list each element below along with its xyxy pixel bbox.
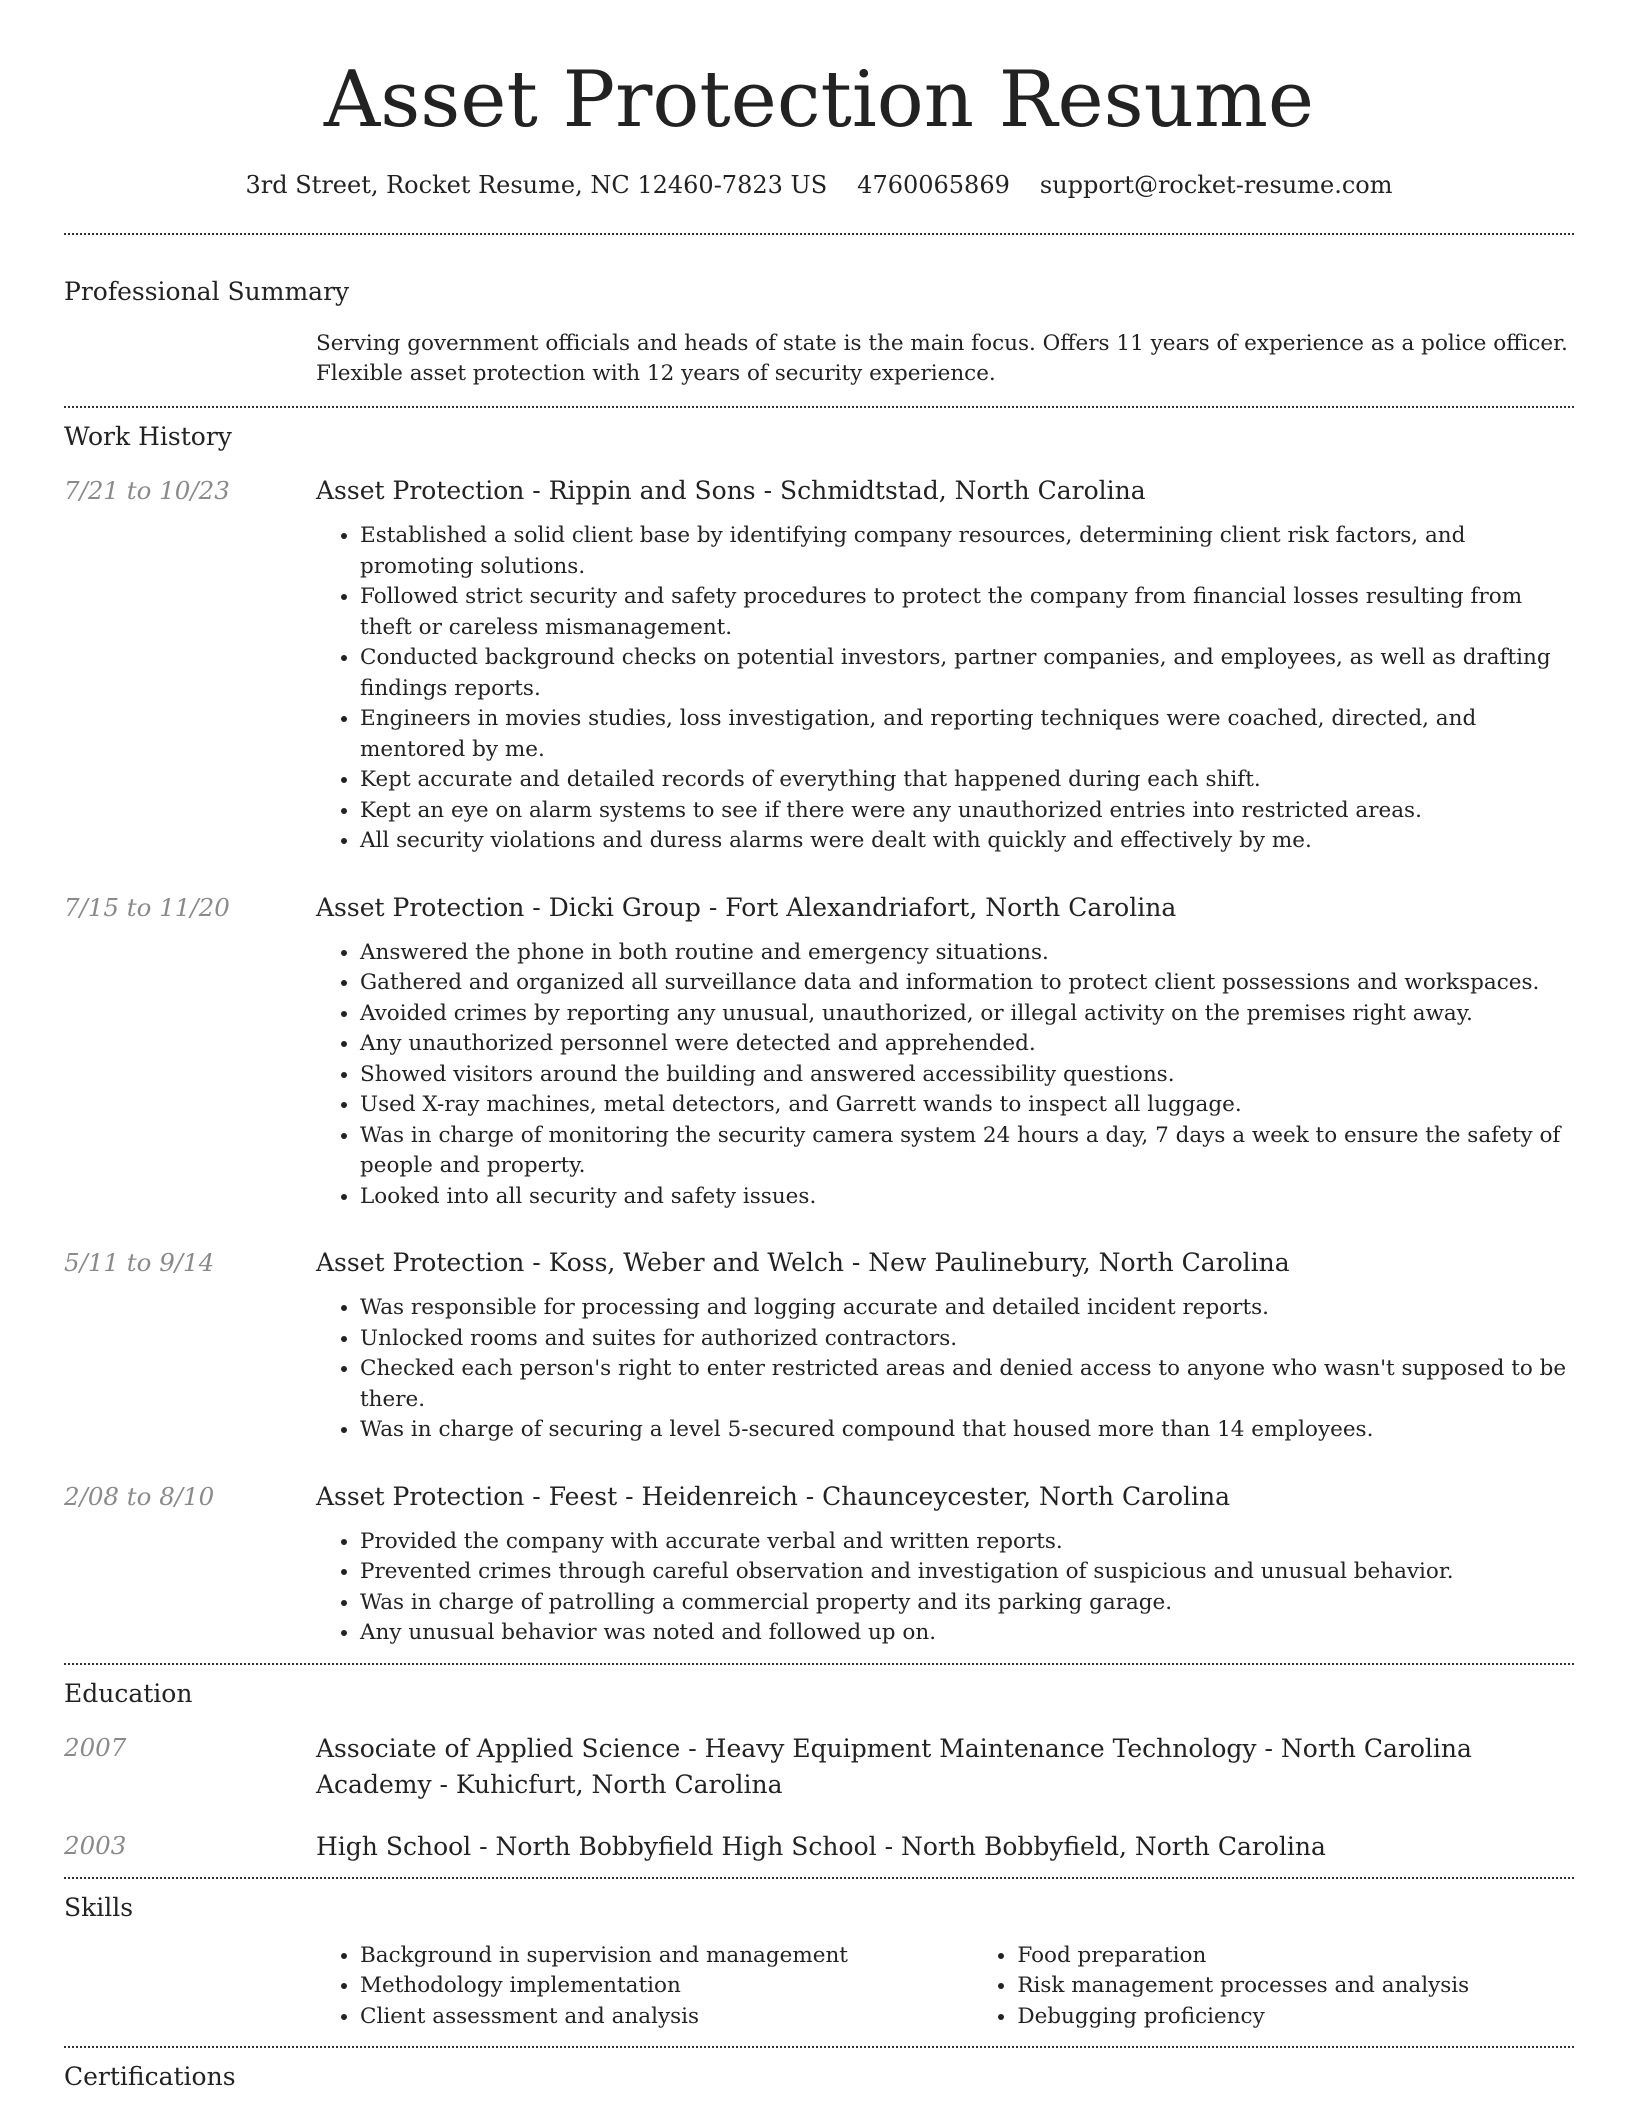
summary-text: Serving government officials and heads of state is the main focus. Offers 11 years of experience as a police officer. Flexible asset protection with 12 years of security experience. (316, 331, 1568, 386)
work-entry-date: 7/15 to 11/20 (64, 892, 230, 922)
work-entry (64, 474, 1574, 857)
contact-phone: 4760065869 (857, 171, 1010, 199)
contact-line (64, 168, 1574, 202)
work-entry-bullets (316, 938, 1574, 1213)
work-entry (64, 1480, 1574, 1649)
work-entry-title: Asset Protection - Dicki Group - Fort Alexandriafort, North Carolina (316, 892, 1177, 922)
divider (64, 1663, 1574, 1665)
education-entry-date: 2007 (64, 1732, 127, 1762)
resume-name: Asset Protection Resume (323, 55, 1315, 145)
list-item: • Engineers in movies studies, loss investigation, and reporting techniques were coached, directed, and mentored by me. (360, 704, 1574, 765)
list-item: • Any unauthorized personnel were detected and apprehended. (360, 1029, 1574, 1060)
work-entry-bullets (316, 1293, 1574, 1446)
skill-item: • Client assessment and analysis (360, 2002, 973, 2033)
education-entry-body (316, 1731, 1574, 1803)
list-item: • Used X-ray machines, metal detectors, and Garrett wands to inspect all luggage. (360, 1090, 1574, 1121)
work-entry-date: 5/11 to 9/14 (64, 1248, 215, 1277)
skills-column (316, 1941, 973, 2033)
contact-email: support@rocket-resume.com (1039, 171, 1393, 199)
section-title-work: Work History (64, 422, 232, 451)
education-entry (64, 1731, 1574, 1803)
divider (64, 406, 1574, 408)
list-item: • Was in charge of monitoring the security camera system 24 hours a day, 7 days a week to ensure the safety of people and property. (360, 1121, 1574, 1182)
skills-list (316, 1941, 1574, 2033)
education-entry-date: 2003 (64, 1830, 127, 1860)
work-entry (64, 1246, 1574, 1446)
work-entry-title: Asset Protection - Feest - Heidenreich - Chaunceycester, North Carolina (316, 1481, 1230, 1511)
work-entry (64, 891, 1574, 1213)
education-entry-title: High School - North Bobbyfield High School - North Bobbyfield, North Carolina (316, 1831, 1326, 1861)
list-item: • Kept an eye on alarm systems to see if there were any unauthorized entries into restricted areas. (360, 796, 1574, 827)
skill-item: • Debugging proficiency (1017, 2002, 1574, 2033)
education-entry-body (316, 1829, 1574, 1865)
list-item: • Was responsible for processing and logging accurate and detailed incident reports. (360, 1293, 1574, 1324)
divider (64, 2046, 1574, 2048)
divider (64, 1877, 1574, 1879)
skill-item: • Background in supervision and management (360, 1941, 973, 1972)
resume-page (64, 0, 1574, 2094)
work-entry-title: Asset Protection - Rippin and Sons - Schmidtstad, North Carolina (316, 476, 1146, 505)
section-title-summary: Professional Summary (64, 277, 350, 306)
list-item: • Gathered and organized all surveillance data and information to protect client possessions and workspaces. (360, 968, 1574, 999)
list-item: • Answered the phone in both routine and emergency situations. (360, 938, 1574, 969)
list-item: • Avoided crimes by reporting any unusual, unauthorized, or illegal activity on the premises right away. (360, 999, 1574, 1030)
list-item: • Was in charge of patrolling a commercial property and its parking garage. (360, 1588, 1574, 1619)
work-entry-bullets (316, 1527, 1574, 1649)
section-title-education: Education (64, 1678, 193, 1708)
skills-column (973, 1941, 1574, 2033)
work-entry-body (316, 474, 1574, 857)
list-item: • Checked each person's right to enter restricted areas and denied access to anyone who wasn't supposed to be there. (360, 1354, 1574, 1415)
contact-address: 3rd Street, Rocket Resume, NC 12460-7823 US (245, 171, 828, 199)
work-entry-bullets (316, 521, 1574, 857)
list-item: • Unlocked rooms and suites for authorized contractors. (360, 1324, 1574, 1355)
list-item: • Followed strict security and safety procedures to protect the company from financial losses resulting from theft or careless mismanagement. (360, 582, 1574, 643)
work-entry-body (316, 1480, 1574, 1649)
list-item: • Established a solid client base by identifying company resources, determining client risk factors, and promoting solutions. (360, 521, 1574, 582)
list-item: • All security violations and duress alarms were dealt with quickly and effectively by me. (360, 826, 1574, 857)
list-item: • Looked into all security and safety issues. (360, 1182, 1574, 1213)
divider (64, 233, 1574, 235)
work-entry-body (316, 1246, 1574, 1446)
list-item: • Conducted background checks on potential investors, partner companies, and employees, as well as drafting findings reports. (360, 643, 1574, 704)
education-entry-title: Associate of Applied Science - Heavy Equipment Maintenance Technology - North Carolina Academy - Kuhicfurt, North Carolina (316, 1733, 1472, 1799)
section-title-certifications: Certifications (64, 2062, 236, 2091)
skill-item: • Methodology implementation (360, 1971, 973, 2002)
work-entry-date: 7/21 to 10/23 (64, 476, 230, 505)
skill-item: • Risk management processes and analysis (1017, 1971, 1574, 2002)
list-item: • Was in charge of securing a level 5-secured compound that housed more than 14 employees. (360, 1415, 1574, 1446)
list-item: • Kept accurate and detailed records of everything that happened during each shift. (360, 765, 1574, 796)
work-entry-body (316, 891, 1574, 1213)
work-entry-title: Asset Protection - Koss, Weber and Welch - New Paulinebury, North Carolina (316, 1248, 1290, 1277)
list-item: • Showed visitors around the building and answered accessibility questions. (360, 1060, 1574, 1091)
list-item: • Provided the company with accurate verbal and written reports. (360, 1527, 1574, 1558)
list-item: • Prevented crimes through careful observation and investigation of suspicious and unusual behavior. (360, 1557, 1574, 1588)
section-title-skills: Skills (64, 1892, 134, 1922)
work-entry-date: 2/08 to 8/10 (64, 1481, 215, 1511)
education-entry (64, 1829, 1574, 1865)
list-item: • Any unusual behavior was noted and followed up on. (360, 1618, 1574, 1649)
skill-item: • Food preparation (1017, 1941, 1574, 1972)
